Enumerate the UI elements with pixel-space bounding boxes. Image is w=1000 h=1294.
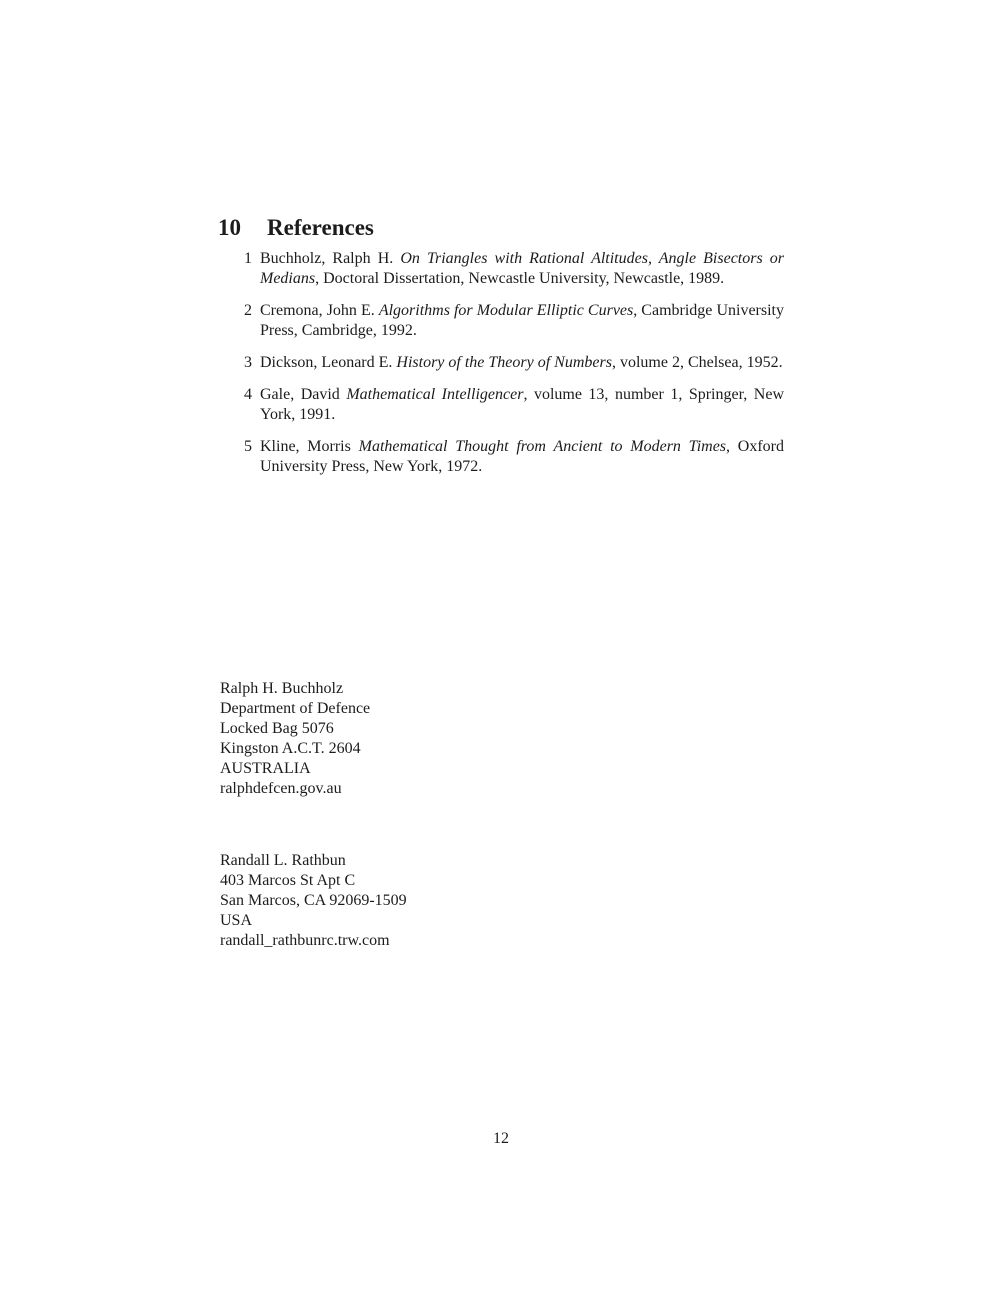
reference-item [218,301,784,341]
address-line-country: AUSTRALIA [220,760,311,777]
reference-authors: Cremona, John E. [260,302,379,319]
reference-authors: Kline, Morris [260,438,359,455]
reference-publication: , Oxford University Press, New York, 1972. [260,438,784,475]
section-heading [218,214,374,241]
reference-title: Mathematical Thought from Ancient to Modern Times [358,438,727,455]
reference-publication: , volume 13, number 1, Springer, New York, 1991. [260,386,784,423]
reference-title: On Triangles with Rational Altitudes, Angle Bisectors or Medians [260,250,784,287]
reference-publication: , volume 2, Chelsea, 1952. [611,354,783,371]
reference-item [218,437,784,477]
reference-number: 3 [244,354,252,371]
reference-authors: Dickson, Leonard E. [260,354,397,371]
author-address-block [220,851,407,951]
address-line-street: Locked Bag 5076 [220,720,334,737]
reference-authors: Buchholz, Ralph H. [260,250,401,267]
reference-item [218,385,784,425]
reference-title: History of the Theory of Numbers [396,354,612,371]
author-address-block [220,679,370,799]
address-line-country: USA [220,912,253,929]
reference-text [260,249,784,289]
address-line-email: ralphdefcen.gov.au [220,780,342,797]
section-number: 10 [218,215,241,241]
reference-number: 5 [244,438,252,455]
reference-number: 4 [244,386,252,403]
address-line-name: Ralph H. Buchholz [220,680,344,697]
reference-publication: , Cambridge University Press, Cambridge, 1992. [260,302,784,339]
reference-number: 1 [244,250,252,267]
address-line-organization: Department of Defence [220,700,371,717]
page-number: 12 [493,1130,509,1147]
reference-title: Algorithms for Modular Elliptic Curves [378,302,634,319]
reference-title: Mathematical Intelligencer [346,386,524,403]
reference-text [260,385,784,425]
reference-authors: Gale, David [260,386,347,403]
section-title: References [267,215,374,241]
reference-text [260,437,784,477]
address-line-city: Kingston A.C.T. 2604 [220,740,361,757]
address-line-name: Randall L. Rathbun [220,852,346,869]
reference-item [218,353,784,373]
reference-number: 2 [244,302,252,319]
reference-text [260,353,784,373]
references-list [218,249,784,489]
address-line-email: randall_rathbunrc.trw.com [220,932,390,949]
reference-publication: , Doctoral Dissertation, Newcastle University, Newcastle, 1989. [315,270,725,287]
reference-item [218,249,784,289]
address-line-city: San Marcos, CA 92069-1509 [220,892,407,909]
address-line-street: 403 Marcos St Apt C [220,872,356,889]
reference-text [260,301,784,341]
